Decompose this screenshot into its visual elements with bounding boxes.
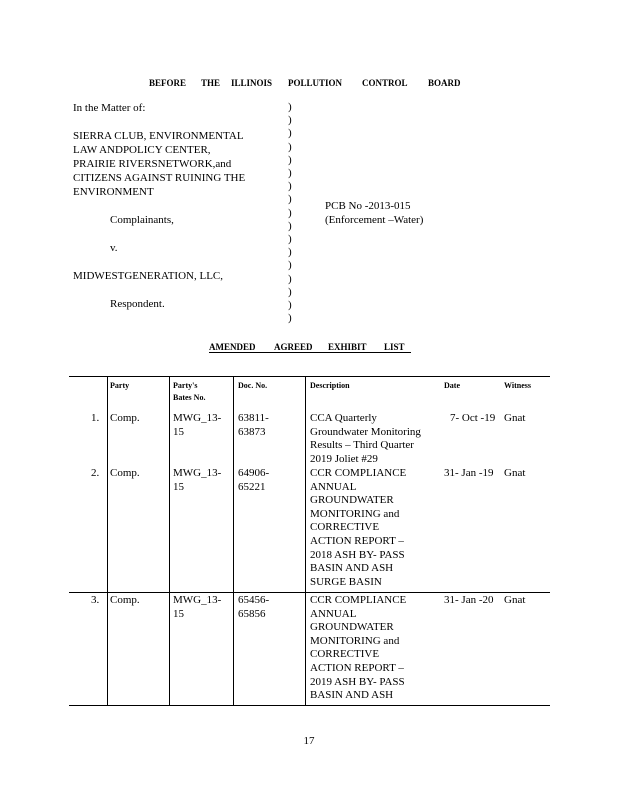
row-party: Comp. — [110, 467, 140, 479]
complainant-line: PRAIRIE RIVERSNETWORK,and — [73, 158, 232, 170]
case-number: PCB No -2013-015 — [325, 200, 411, 212]
respondent-name: MIDWESTGENERATION, LLC, — [73, 270, 224, 282]
header-date: Date — [444, 381, 460, 390]
complainant-line: ENVIRONMENT — [73, 186, 154, 198]
header-word: POLLUTION — [288, 78, 343, 88]
row-bates: 15 — [173, 481, 184, 493]
header-word: BEFORE — [149, 78, 187, 88]
versus: v. — [110, 242, 118, 254]
paren: ) — [288, 193, 292, 206]
header-party: Party — [110, 381, 130, 390]
paren: ) — [288, 101, 292, 113]
paren: ) — [288, 180, 292, 193]
row-bates: 15 — [173, 426, 184, 438]
paren: ) — [288, 246, 292, 259]
row-date: 31- Jan -19 — [444, 467, 494, 479]
header-word: CONTROL — [362, 78, 408, 88]
paren: ) — [288, 285, 292, 298]
in-the-matter: In the Matter of: — [73, 102, 146, 114]
paren: ) — [288, 219, 292, 232]
list-title-word: AMENDED — [209, 342, 256, 352]
list-title-word: LIST — [384, 342, 405, 352]
complainant-line: SIERRA CLUB, ENVIRONMENTAL — [73, 130, 244, 142]
table-bottom-rule — [69, 705, 550, 706]
complainant-line: CITIZENS AGAINST RUINING THE — [73, 172, 246, 184]
row-date: 31- Jan -20 — [444, 594, 494, 606]
header-bates-1: Party's — [173, 381, 198, 390]
row-doc: 63811- — [238, 412, 269, 424]
paren: ) — [288, 127, 292, 140]
case-type: (Enforcement –Water) — [325, 214, 424, 226]
paren: ) — [288, 206, 292, 219]
paren: ) — [288, 312, 292, 325]
header-word: BOARD — [428, 78, 461, 88]
header-doc: Doc. No. — [238, 381, 268, 390]
respondent-label: Respondent. — [110, 298, 165, 310]
row-doc: 65221 — [238, 481, 266, 493]
page-number: 17 — [303, 735, 315, 747]
paren-column — [288, 101, 292, 325]
header-bates-2: Bates No. — [173, 393, 206, 402]
title-underline — [209, 352, 411, 353]
paren: ) — [288, 153, 292, 166]
row-description: CCA Quarterly Groundwater Monitoring Results – Third Quarter 2019 Joliet #29 — [310, 412, 421, 465]
column-divider — [107, 376, 108, 705]
table-top-rule — [69, 376, 550, 377]
column-divider — [233, 376, 234, 705]
row-date: 7- Oct -19 — [450, 412, 496, 424]
row-witness: Gnat — [504, 412, 526, 424]
column-divider — [169, 376, 170, 705]
row-doc: 64906- — [238, 467, 270, 479]
paren: ) — [288, 140, 292, 153]
row-bates: MWG_13- — [173, 412, 222, 424]
row-witness: Gnat — [504, 467, 526, 479]
paren: ) — [288, 299, 292, 312]
row-number: 1. — [91, 412, 100, 424]
row-description: CCR COMPLIANCE ANNUAL GROUNDWATER MONITORING and CORRECTIVE ACTION REPORT – 2018 ASH BY- PASS BASIN AND ASH SURGE BASIN — [310, 467, 407, 588]
row-doc: 63873 — [238, 426, 266, 438]
row-number: 3. — [91, 594, 100, 606]
paren: ) — [288, 114, 292, 127]
paren: ) — [288, 233, 292, 246]
row-bates: MWG_13- — [173, 467, 222, 479]
complainant-line: LAW ANDPOLICY CENTER, — [73, 144, 211, 156]
paren: ) — [288, 167, 292, 180]
paren: ) — [288, 272, 292, 285]
row-description: CCR COMPLIANCE ANNUAL GROUNDWATER MONITORING and CORRECTIVE ACTION REPORT – 2019 ASH BY- PASS BASIN AND ASH — [310, 594, 407, 702]
list-title-word: EXHIBIT — [328, 342, 367, 352]
column-divider — [305, 376, 306, 705]
row-number: 2. — [91, 467, 100, 479]
list-title-word: AGREED — [274, 342, 313, 352]
row-doc: 65456- — [238, 594, 270, 606]
complainants-label: Complainants, — [110, 214, 174, 226]
row-party: Comp. — [110, 412, 140, 424]
paren: ) — [288, 259, 292, 272]
header-word: THE — [201, 78, 221, 88]
row-divider — [69, 592, 550, 593]
row-witness: Gnat — [504, 594, 526, 606]
row-bates: MWG_13- — [173, 594, 222, 606]
header-word: ILLINOIS — [231, 78, 273, 88]
row-doc: 65856 — [238, 608, 266, 620]
header-witness: Witness — [504, 381, 531, 390]
header-description: Description — [310, 381, 350, 390]
row-party: Comp. — [110, 594, 140, 606]
row-bates: 15 — [173, 608, 184, 620]
